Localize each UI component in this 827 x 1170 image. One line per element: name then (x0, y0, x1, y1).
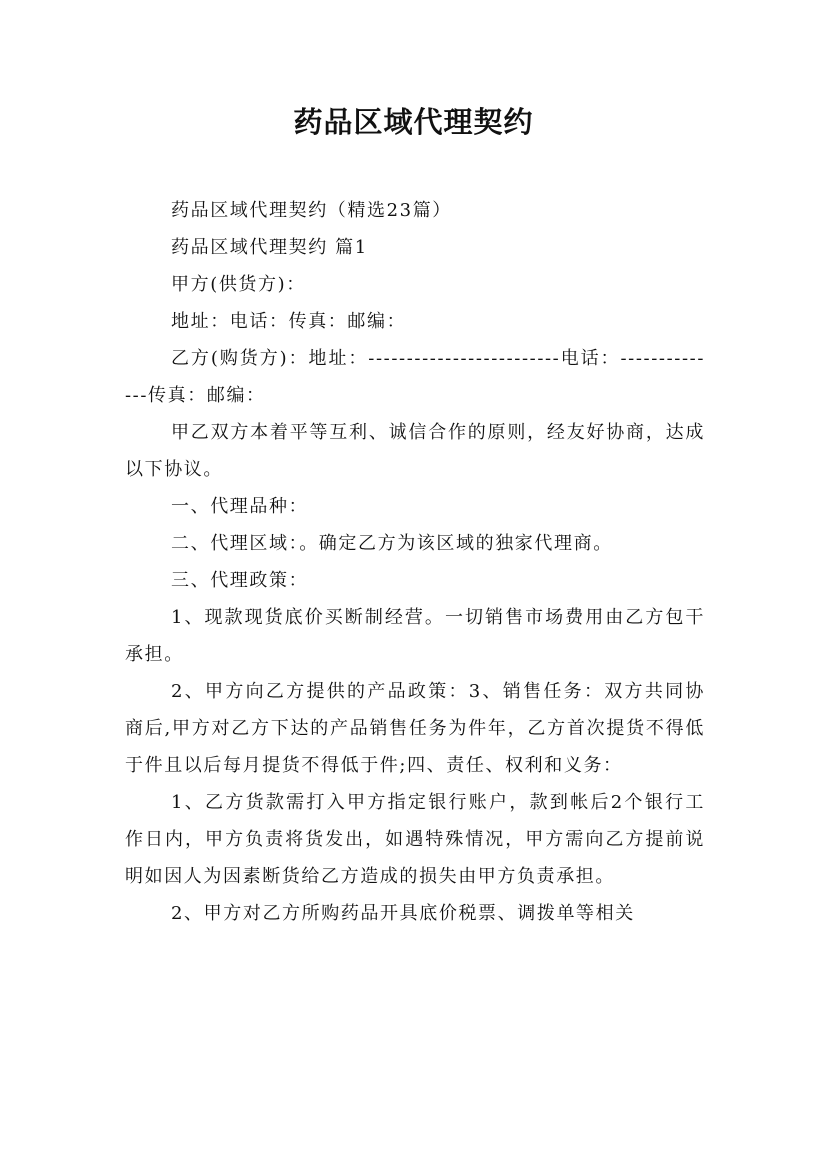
paragraph: 2、甲方向乙方提供的产品政策：3、销售任务：双方共同协商后,甲方对乙方下达的产品销售任务为件年，乙方首次提货不得低于件且以后每月提货不得低于件;四、责任、权利和义务： (125, 681, 705, 776)
paragraph: 药品区域代理契约 篇1 (171, 237, 368, 258)
paragraph: 地址：电话：传真：邮编： (171, 311, 407, 332)
paragraph: 一、代理品种： (171, 496, 309, 517)
paragraph: 1、乙方货款需打入甲方指定银行账户，款到帐后2个银行工作日内，甲方负责将货发出，如遇特殊情况，甲方需向乙方提前说明如因人为因素断货给乙方造成的损失由甲方负责承担。 (125, 792, 705, 887)
paragraph: 2、甲方对乙方所购药品开具底价税票、调拨单等相关 (171, 903, 635, 924)
paragraph: 1、现款现货底价买断制经营。一切销售市场费用由乙方包干承担。 (125, 607, 705, 665)
paragraph: 甲乙双方本着平等互利、诚信合作的原则，经友好协商，达成以下协议。 (125, 422, 705, 480)
paragraph: 三、代理政策： (171, 570, 309, 591)
paragraph: 乙方(购货方)：地址：-------------------------电话：--------------传真：邮编： (125, 348, 705, 406)
paragraph: 甲方(供货方)： (171, 274, 306, 295)
document-title: 药品区域代理契约 (293, 105, 534, 139)
document-body (125, 192, 705, 932)
paragraph: 二、代理区域：。确定乙方为该区域的独家代理商。 (171, 533, 613, 554)
paragraph: 药品区域代理契约（精选23篇） (171, 200, 452, 221)
